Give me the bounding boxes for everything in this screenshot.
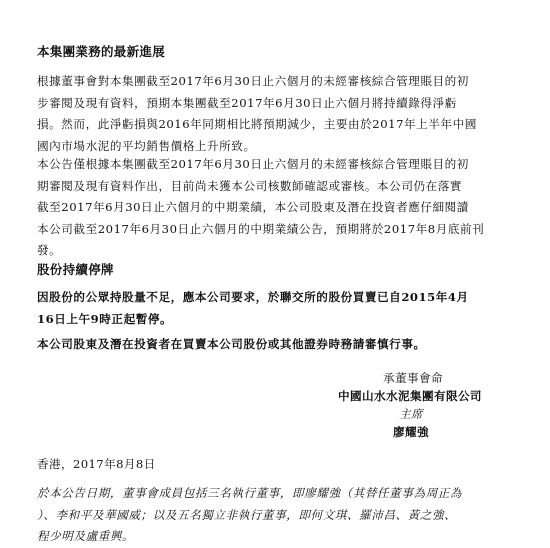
caution-paragraph — [37, 334, 525, 356]
signature-on-behalf: 承董事會命 — [383, 371, 443, 385]
section-heading-business-update: 本集團業務的最新進展 — [37, 44, 166, 59]
paragraph-line: ）、李和平及華國威；以及五名獨立非執行董事，即何文琪、羅沛昌、黃之強、 — [37, 507, 457, 522]
paragraph-line: 於本公告日期，董事會成員包括三名執行董事，即廖耀強（其替任董事為周正為 — [37, 486, 463, 500]
paragraph-line: 本公司截至2017年6月30日止六個月的中期業績公告，預期將於2017年8月底前刊 — [37, 221, 485, 236]
suspension-paragraph — [37, 287, 525, 330]
paragraph-line: 損。然而，此淨虧損與2016年同期相比將預期減少，主要由於2017年上半年中國 — [37, 117, 477, 131]
signature-company: 中國山水水泥集團有限公司 — [338, 389, 482, 403]
paragraph-line: 因股份的公眾持股量不足，應本公司要求，於聯交所的股份買賣已自2015年4月 — [37, 290, 469, 304]
signature-name: 廖耀強 — [393, 425, 429, 439]
section-heading-trading-suspension: 股份持續停牌 — [37, 262, 114, 277]
paragraph-line: 16日上午9時正起暫停。 — [37, 311, 173, 326]
paragraph-line: 本公告僅根據本集團截至2017年6月30日止六個月的未經審核綜合管理賬目的初 — [37, 157, 469, 171]
paragraph-line: 發。 — [37, 243, 62, 257]
date-line: 香港，2017年8月8日 — [37, 457, 156, 471]
signature-title: 主席 — [399, 407, 423, 421]
paragraph-line: 程少明及盧重興。 — [37, 529, 135, 543]
paragraph-line: 本公司股東及潛在投資者在買賣本公司股份或其他證券時務請審慎行事。 — [37, 337, 426, 351]
paragraph-line: 步審閱及現有資料，預期本集團截至2017年6月30日止六個月將持續錄得淨虧 — [37, 95, 457, 110]
paragraph-line: 期審閱及現有資料作出，目前尚未獲本公司核數師確認或審核。本公司仍在落實 — [37, 178, 463, 193]
paragraph-line: 截至2017年6月30日止六個月的中期業績，本公司股東及潛在投資者應仔細閱讀 — [37, 200, 469, 214]
paragraph-line: 國內市場水泥的平均銷售價格上升所致。 — [37, 138, 256, 153]
business-update-paragraph-1 — [37, 71, 525, 157]
business-update-paragraph-2 — [37, 154, 525, 262]
paragraph-line: 根據董事會對本集團截至2017年6月30日止六個月的未經審核綜合管理賬目的初 — [37, 74, 469, 88]
board-composition-note — [37, 483, 525, 548]
